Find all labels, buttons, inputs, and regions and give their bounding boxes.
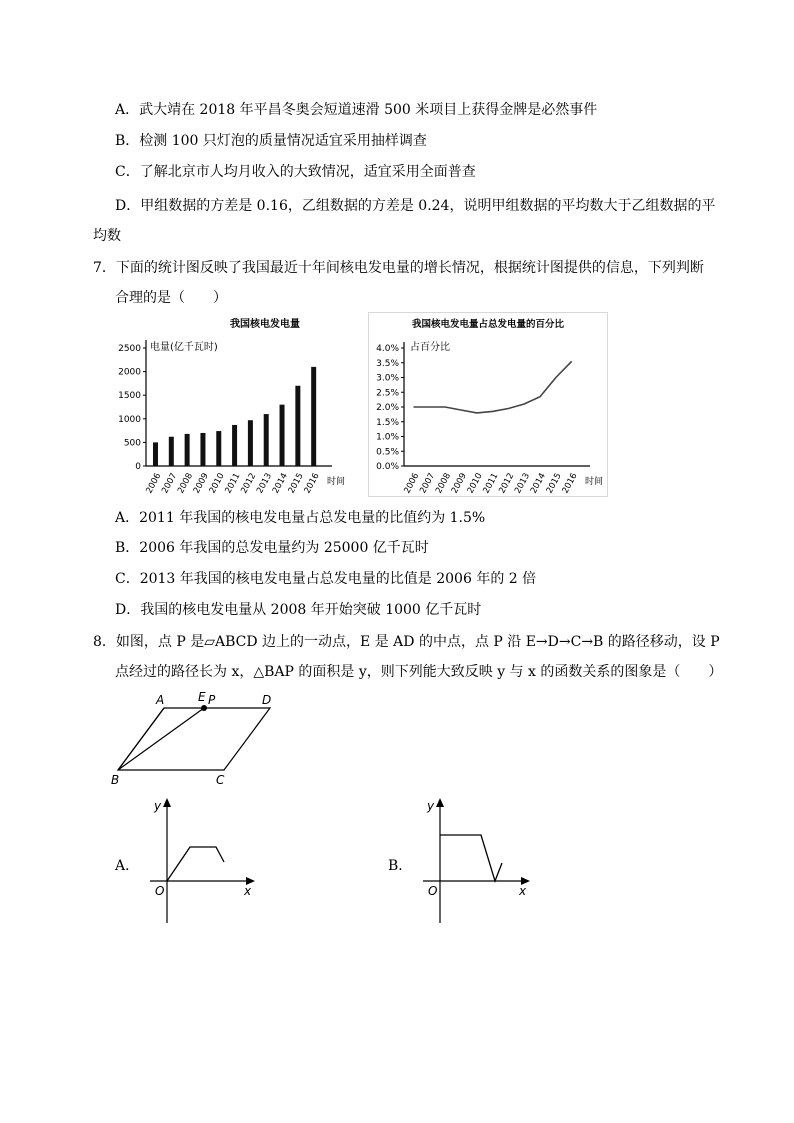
bar-ytick-label: 1000 bbox=[118, 414, 141, 425]
bar-xtick-label: 2006 bbox=[144, 471, 164, 496]
y-axis-arrow-icon bbox=[163, 798, 171, 807]
bar-ytick-label: 2500 bbox=[118, 344, 141, 354]
line-chart-xlabel: 时间 bbox=[585, 477, 604, 487]
line-ytick-label: 1.5% bbox=[376, 417, 399, 428]
line-ytick-label: 3.5% bbox=[376, 358, 399, 369]
q6-option-a: A．武大靖在 2018 年平昌冬奥会短道速滑 500 米项目上获得金牌是必然事件 bbox=[115, 102, 598, 118]
line-ytick-label: 3.0% bbox=[376, 373, 399, 384]
label-b: B bbox=[111, 773, 120, 787]
bar-ytick-label: 500 bbox=[123, 438, 141, 449]
graph-b-y-label: y bbox=[427, 799, 435, 813]
q8-stem-line2: 点经过的路径长为 x，△BAP 的面积是 y，则下列能大致反映 y 与 x 的函数关系的图象是（ ） bbox=[115, 664, 723, 680]
bar-xtick-label: 2009 bbox=[191, 471, 211, 496]
bar-chart-xlabel: 时间 bbox=[327, 477, 346, 487]
bar-2013 bbox=[264, 414, 269, 466]
bar-xtick-label: 2008 bbox=[176, 471, 196, 496]
bar-2016 bbox=[311, 367, 316, 466]
label-c: C bbox=[216, 773, 225, 787]
graph-b-curve bbox=[440, 835, 502, 881]
bar-2012 bbox=[248, 420, 253, 466]
q7-option-c: C．2013 年我国的核电发电量占总发电量的比值是 2006 年的 2 倍 bbox=[115, 571, 537, 587]
line-ytick-label: 2.5% bbox=[376, 388, 399, 399]
bar-xtick-label: 2014 bbox=[270, 471, 290, 496]
line-xtick-label: 2015 bbox=[544, 471, 564, 496]
bar-2007 bbox=[169, 437, 174, 466]
bar-xtick-label: 2011 bbox=[223, 471, 243, 496]
q8-option-b-label: B． bbox=[388, 858, 413, 874]
bar-chart-title: 我国核电发电量 bbox=[230, 319, 300, 330]
bar-ytick-label: 1500 bbox=[118, 391, 141, 402]
line-xtick-label: 2006 bbox=[402, 471, 422, 496]
bar-2014 bbox=[280, 405, 285, 466]
line-xtick-label: 2007 bbox=[418, 471, 438, 496]
segment-ba bbox=[118, 708, 164, 770]
segment-bp bbox=[118, 708, 204, 770]
bar-2010 bbox=[216, 431, 221, 466]
line-xtick-label: 2008 bbox=[434, 471, 454, 496]
bar-2015 bbox=[295, 386, 300, 466]
q6-option-b: B．检测 100 只灯泡的质量情况适宜采用抽样调查 bbox=[115, 133, 427, 149]
q6-option-d-line1: D．甲组数据的方差是 0.16，乙组数据的方差是 0.24，说明甲组数据的平均数大于乙组数据的平 bbox=[115, 198, 716, 214]
line-ytick-label: 0.0% bbox=[376, 462, 399, 472]
line-xtick-label: 2011 bbox=[481, 471, 501, 496]
graph-b-x-label: x bbox=[519, 884, 527, 898]
bar-2006 bbox=[153, 442, 158, 466]
bar-xtick-label: 2013 bbox=[255, 471, 275, 496]
line-ytick-label: 1.0% bbox=[376, 432, 399, 443]
graph-option-b bbox=[413, 795, 538, 925]
bar-ytick-label: 2000 bbox=[118, 367, 141, 378]
line-xtick-label: 2009 bbox=[449, 471, 469, 496]
q7-option-a: A．2011 年我国的核电发电量占总发电量的比值约为 1.5% bbox=[115, 510, 486, 526]
line-xtick-label: 2012 bbox=[497, 471, 517, 496]
line-xtick-label: 2010 bbox=[465, 471, 485, 496]
bar-xtick-label: 2016 bbox=[302, 471, 322, 496]
bar-xtick-label: 2012 bbox=[239, 471, 259, 496]
bar-chart-ylabel: 电量(亿千瓦时) bbox=[150, 342, 218, 353]
line-ytick-label: 4.0% bbox=[376, 344, 399, 354]
line-chart-series bbox=[414, 361, 572, 413]
q8-option-a-label: A． bbox=[115, 858, 140, 874]
line-xtick-label: 2016 bbox=[560, 471, 580, 496]
parallelogram-figure bbox=[108, 688, 278, 788]
bar-xtick-label: 2007 bbox=[160, 471, 180, 496]
q7-option-b: B．2006 年我国的总发电量约为 25000 亿千瓦时 bbox=[115, 540, 429, 556]
label-d: D bbox=[262, 693, 272, 707]
line-xtick-label: 2013 bbox=[513, 471, 533, 496]
bar-2011 bbox=[232, 425, 237, 466]
bar-2009 bbox=[200, 433, 205, 466]
q7-stem-line2: 合理的是（ ） bbox=[115, 290, 227, 306]
q7-stem-line1: 7．下面的统计图反映了我国最近十年间核电发电量的增长情况，根据统计图提供的信息，下列判断 bbox=[93, 260, 704, 276]
graph-b-origin: O bbox=[428, 884, 438, 898]
graph-a-x-label: x bbox=[244, 884, 252, 898]
bar-ytick-label: 0 bbox=[135, 462, 141, 472]
bar-xtick-label: 2015 bbox=[286, 471, 306, 496]
graph-a-curve bbox=[167, 847, 224, 881]
y-axis-arrow-icon bbox=[436, 798, 444, 807]
q8-stem-line1: 8．如图，点 P 是▱ABCD 边上的一动点，E 是 AD 的中点，点 P 沿 E→D→C→B 的路径移动，设 P bbox=[93, 634, 720, 650]
line-chart-ylabel: 占百分比 bbox=[410, 342, 450, 353]
q6-option-d-line2: 均数 bbox=[93, 228, 121, 244]
line-ytick-label: 2.0% bbox=[376, 403, 399, 413]
q7-option-d: D．我国的核电发电量从 2008 年开始突破 1000 亿千瓦时 bbox=[115, 602, 482, 618]
label-e: E bbox=[198, 690, 206, 704]
line-xtick-label: 2014 bbox=[528, 471, 548, 496]
graph-option-a bbox=[140, 795, 260, 925]
point-p-dot bbox=[201, 705, 207, 711]
line-chart-nuclear-share bbox=[368, 312, 608, 497]
bar-chart-nuclear-output bbox=[110, 312, 350, 497]
line-ytick-label: 0.5% bbox=[376, 447, 399, 458]
label-a: A bbox=[156, 693, 165, 707]
bar-2008 bbox=[185, 434, 190, 466]
bar-xtick-label: 2010 bbox=[207, 471, 227, 496]
line-chart-title: 我国核电发电量占总发电量的百分比 bbox=[411, 319, 565, 330]
q6-option-c: C．了解北京市人均月收入的大致情况，适宜采用全面普查 bbox=[115, 164, 476, 180]
graph-a-y-label: y bbox=[154, 799, 162, 813]
label-p: P bbox=[208, 693, 216, 707]
graph-a-origin: O bbox=[155, 884, 165, 898]
